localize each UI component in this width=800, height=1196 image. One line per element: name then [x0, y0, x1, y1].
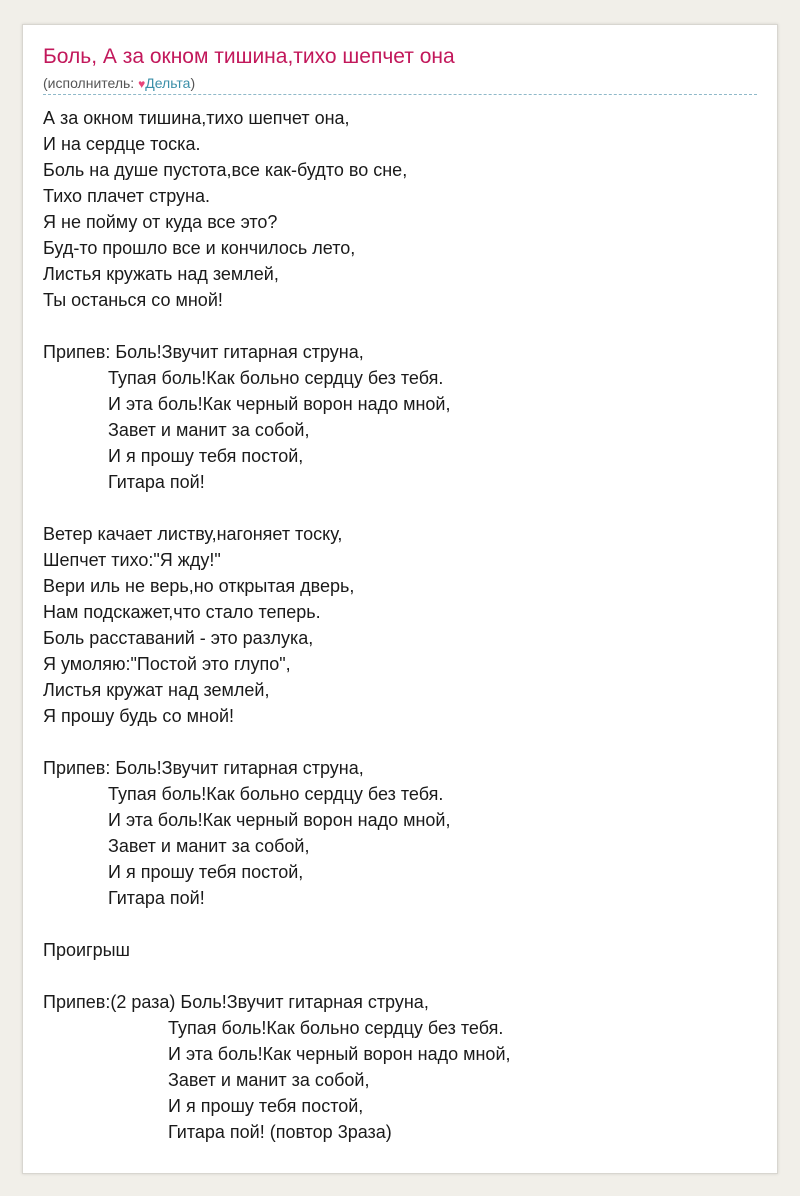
lyrics-line: Гитара пой!: [43, 472, 205, 492]
lyrics-blank-line: [43, 729, 759, 755]
lyrics-line: Ветер качает листву,нагоняет тоску,: [43, 524, 343, 544]
lyrics-line: Завет и манит за собой,: [43, 1070, 370, 1090]
lyrics-line: Буд-то прошло все и кончилось лето,: [43, 238, 356, 258]
lyrics-line: Листья кружать над землей,: [43, 264, 279, 284]
lyrics-line: Тупая боль!Как больно сердцу без тебя.: [43, 784, 444, 804]
lyrics-line: А за окном тишина,тихо шепчет она,: [43, 108, 350, 128]
lyrics-line: Шепчет тихо:"Я жду!": [43, 550, 221, 570]
heart-icon: ♥: [138, 77, 146, 91]
lyrics-line: И эта боль!Как черный ворон надо мной,: [43, 394, 451, 414]
lyrics-line: И на сердце тоска.: [43, 134, 201, 154]
lyrics-line: Нам подскажет,что стало теперь.: [43, 602, 321, 622]
lyrics-line: Я прошу будь со мной!: [43, 706, 235, 726]
artist-line: [43, 74, 195, 93]
lyrics-card: [22, 24, 778, 1174]
lyrics-line: Припев:(2 раза) Боль!Звучит гитарная струна,: [43, 992, 429, 1012]
lyrics-text: [43, 105, 759, 1145]
lyrics-line: И эта боль!Как черный ворон надо мной,: [43, 810, 451, 830]
lyrics-line: Вери иль не верь,но открытая дверь,: [43, 576, 355, 596]
lyrics-line: Боль расставаний - это разлука,: [43, 628, 314, 648]
artist-link[interactable]: Дельта: [145, 75, 191, 91]
lyrics-line: Гитара пой! (повтор 3раза): [43, 1122, 392, 1142]
lyrics-blank-line: [43, 911, 759, 937]
lyrics-line: Тупая боль!Как больно сердцу без тебя.: [43, 368, 444, 388]
lyrics-line: Боль на душе пустота,все как-будто во сне,: [43, 160, 408, 180]
lyrics-line: И я прошу тебя постой,: [43, 862, 304, 882]
lyrics-line: И я прошу тебя постой,: [43, 446, 304, 466]
lyrics-blank-line: [43, 963, 759, 989]
lyrics-line: Тупая боль!Как больно сердцу без тебя.: [43, 1018, 504, 1038]
lyrics-line: Припев: Боль!Звучит гитарная струна,: [43, 342, 364, 362]
lyrics-line: Завет и манит за собой,: [43, 836, 310, 856]
lyrics-line: Листья кружат над землей,: [43, 680, 270, 700]
lyrics-line: Завет и манит за собой,: [43, 420, 310, 440]
lyrics-blank-line: [43, 313, 759, 339]
song-title: Боль, А за окном тишина,тихо шепчет она: [43, 45, 455, 68]
title-divider: [43, 94, 757, 95]
lyrics-line: Ты останься со мной!: [43, 290, 223, 310]
lyrics-line: Тихо плачет струна.: [43, 186, 210, 206]
lyrics-line: Проигрыш: [43, 940, 130, 960]
lyrics-line: Гитара пой!: [43, 888, 205, 908]
lyrics-blank-line: [43, 495, 759, 521]
artist-prefix: (исполнитель:: [43, 75, 139, 91]
lyrics-line: Я умоляю:"Постой это глупо",: [43, 654, 291, 674]
lyrics-line: Припев: Боль!Звучит гитарная струна,: [43, 758, 364, 778]
lyrics-line: И эта боль!Как черный ворон надо мной,: [43, 1044, 511, 1064]
lyrics-line: Я не пойму от куда все это?: [43, 212, 278, 232]
lyrics-line: И я прошу тебя постой,: [43, 1096, 364, 1116]
artist-suffix: ): [190, 75, 196, 91]
